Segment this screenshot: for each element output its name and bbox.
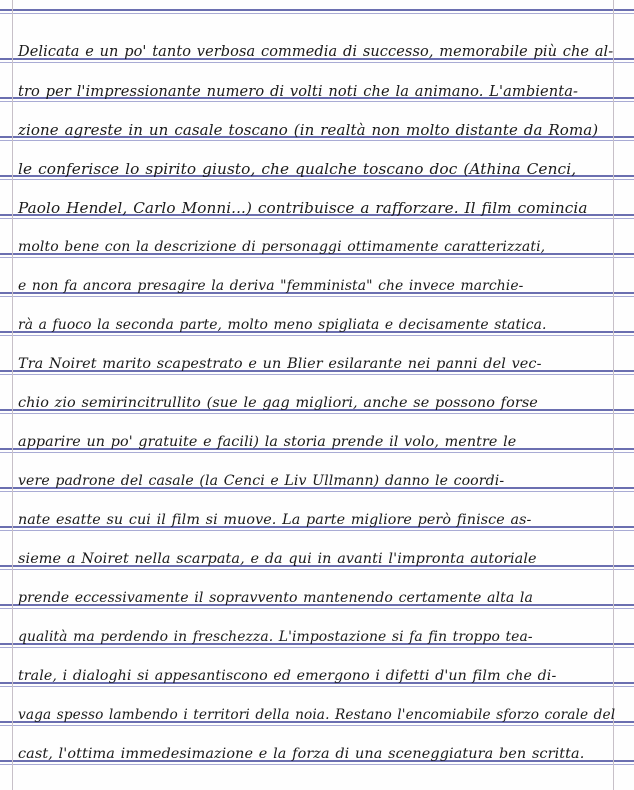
text-line: vere padrone del casale (la Cenci e Liv Ullmann) danno le coordi- [18,473,505,489]
text-line: vaga spesso lambendo i territori della noia. Restano l'encomiabile sforzo corale del [18,707,616,723]
text-line: zione agreste in un casale toscano (in realtà non molto distante da Roma) [18,121,599,139]
text-line: le conferisce lo spirito giusto, che qualche toscano doc (Athina Cenci, [18,160,577,178]
text-line: tro per l'impressionante numero di volti noti che la animano. L'ambienta- [18,83,579,100]
text-line: Tra Noiret marito scapestrato e un Blier esilarante nei panni del vec- [18,356,542,372]
text-line: molto bene con la descrizione di personaggi ottimamente caratterizzati, [18,239,546,255]
text-line: cast, l'ottima immedesimazione e la forza di una sceneggiatura ben scritta. [18,746,585,762]
text-line: apparire un po' gratuite e facili) la storia prende il volo, mentre le [18,434,517,450]
text-line: nate esatte su cui il film si muove. La parte migliore però finisce as- [18,512,532,528]
text-line: Delicata e un po' tanto verbosa commedia di successo, memorabile più che al- [18,44,614,60]
text-line: sieme a Noiret nella scarpata, e da qui in avanti l'impronta autoriale [18,551,537,567]
text-line: Paolo Hendel, Carlo Monni...) contribuisce a rafforzare. Il film comincia [18,199,588,217]
left-margin-line [12,0,13,790]
text-line: e non fa ancora presagire la deriva "femminista" che invece marchie- [18,278,524,294]
text-line: qualità ma perdendo in freschezza. L'impostazione si fa fin troppo tea- [18,629,533,645]
text-line: trale, i dialoghi si appesantiscono ed emergono i difetti d'un film che di- [18,668,557,684]
text-line: prende eccessivamente il sopravvento mantenendo certamente alta la [18,590,534,606]
text-line: rà a fuoco la seconda parte, molto meno spigliata e decisamente statica. [18,317,547,333]
handwritten-text [18,33,618,774]
text-line: chio zio semirincitrullito (sue le gag migliori, anche se possono forse [18,395,538,411]
